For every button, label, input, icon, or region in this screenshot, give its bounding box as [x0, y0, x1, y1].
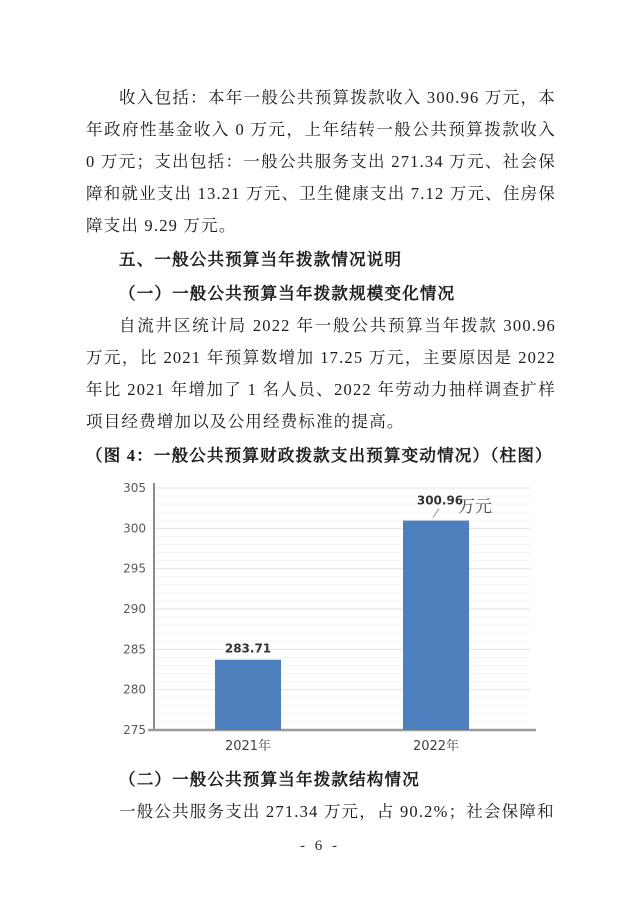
paragraph-income-expense: 收入包括：本年一般公共预算拨款收入 300.96 万元，本年政府性基金收入 0 万元，上年结转一般公共预算拨款收入 0 万元；支出包括：一般公共服务支出 271.34 万元、社会保障和就业支出 13.21 万元、卫生健康支出 7.12 万元、住房保障支出 9.29 万元。: [86, 88, 556, 235]
data-label: 300.96: [416, 493, 464, 508]
paragraph-scale-change: 自流井区统计局 2022 年一般公共预算当年拨款 300.96 万元，比 2021 年预算数增加 17.25 万元，主要原因是 2022 年比 2021 年增加了 1 名人员、2022 年劳动力抽样调查扩样项目经费增加以及公用经费标准的提高。: [86, 316, 556, 431]
data-label: 283.71: [224, 641, 272, 656]
y-tick-label: 305: [123, 481, 146, 495]
figure4-caption: （图 4：一般公共预算财政拨款支出预算变动情况）（柱图）: [86, 446, 553, 465]
paragraph-structure: 一般公共服务支出 271.34 万元，占 90.2%；社会保障和: [119, 802, 555, 821]
y-tick-label: 290: [123, 602, 146, 616]
figure4: [110, 478, 556, 758]
category-label: 2021年: [224, 739, 272, 754]
y-tick-label: 275: [123, 723, 146, 737]
y-tick-label: 300: [123, 521, 146, 536]
category-label: 2022年: [412, 739, 460, 754]
page-number: - 6 -: [300, 838, 340, 854]
y-tick-label: 280: [123, 682, 146, 697]
unit-label: 万元: [458, 497, 492, 517]
y-tick-label: 285: [123, 642, 146, 657]
section5-heading: 五、一般公共预算当年拨款情况说明: [119, 250, 403, 269]
data-label-leader: [433, 509, 439, 518]
subsection2-heading: （二）一般公共预算当年拨款结构情况: [119, 770, 420, 789]
y-tick-label: 295: [123, 561, 146, 576]
bar-2021年: [215, 660, 281, 730]
figure4-chart: [110, 478, 540, 758]
bar-2022年: [403, 521, 469, 730]
subsection1-heading: （一）一般公共预算当年拨款规模变化情况: [119, 284, 456, 303]
